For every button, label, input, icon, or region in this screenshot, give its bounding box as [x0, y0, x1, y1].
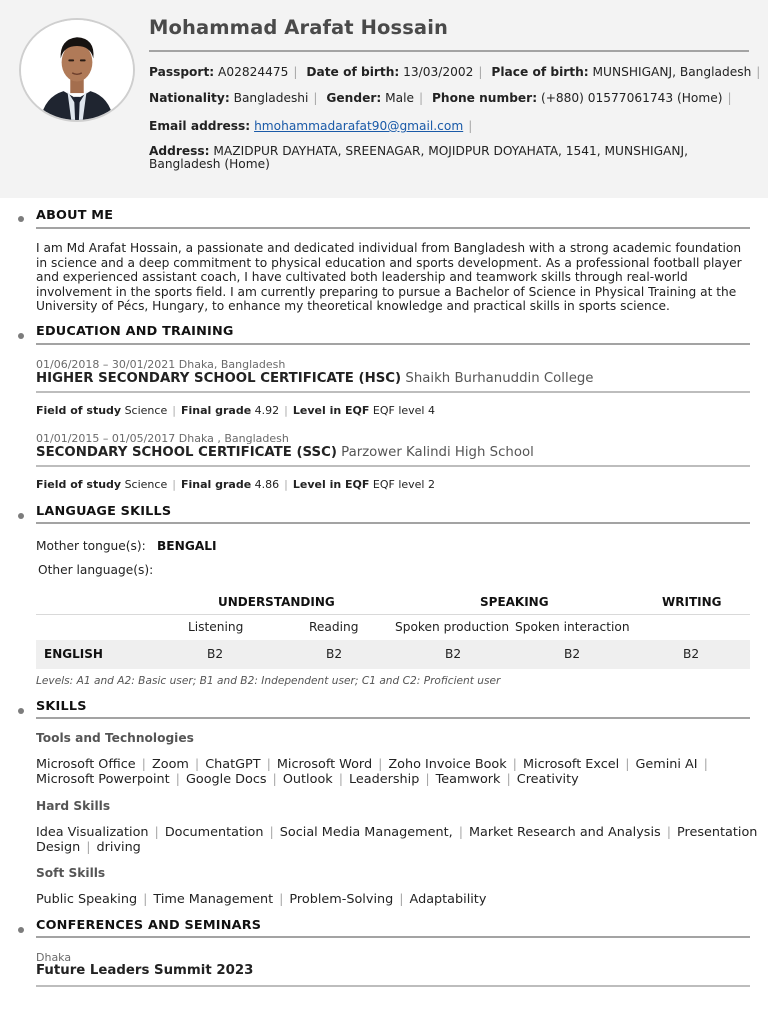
passport-label: Passport:	[149, 65, 215, 79]
education-title: EDUCATION AND TRAINING	[36, 324, 234, 339]
field-label: Field of study	[36, 478, 122, 491]
email-link[interactable]: hmohammadarafat90@gmail.com	[254, 119, 464, 133]
separator: |	[172, 404, 176, 417]
separator: |	[143, 892, 148, 907]
separator: |	[468, 119, 473, 133]
skills-title: SKILLS	[36, 699, 87, 714]
listening-header: Listening	[188, 620, 244, 634]
eqf-label: Level in EQF	[292, 404, 370, 417]
education-dates: 01/06/2018 – 30/01/2021 Dhaka, Bangladesh	[36, 358, 286, 371]
spoken-interaction-header: Spoken interaction	[515, 620, 630, 634]
about-title: ABOUT ME	[36, 208, 114, 223]
skill-group-title: Soft Skills	[36, 866, 106, 880]
personal-info-line-1	[149, 65, 765, 79]
spoken-production-header: Spoken production	[395, 620, 510, 634]
email-label: Email address:	[149, 119, 251, 133]
address-block	[149, 145, 709, 171]
field-value: Science	[124, 478, 168, 491]
conferences-divider	[36, 936, 750, 938]
name-divider	[149, 50, 749, 52]
skill-line	[36, 772, 579, 787]
personal-info-line-3	[149, 119, 477, 133]
skill-item: Microsoft Word	[276, 757, 373, 772]
skill-item: Teamwork	[435, 772, 501, 787]
spoken-production-level: B2	[445, 647, 462, 661]
skill-item: Adaptability	[409, 892, 487, 907]
skill-item: Outlook	[282, 772, 333, 787]
reading-level: B2	[326, 647, 343, 661]
skill-line	[36, 757, 714, 772]
education-entry-divider	[36, 391, 750, 393]
eqf-label: Level in EQF	[292, 478, 370, 491]
degree-name: HIGHER SECONDARY SCHOOL CERTIFICATE (HSC)	[36, 371, 402, 386]
degree-name: SECONDARY SCHOOL CERTIFICATE (SSC)	[36, 445, 337, 460]
grade-label: Final grade	[180, 478, 252, 491]
section-bullet	[18, 216, 24, 222]
skill-item: Market Research and Analysis	[469, 825, 661, 840]
dob-label: Date of birth:	[306, 65, 400, 79]
languages-title: LANGUAGE SKILLS	[36, 504, 172, 519]
profile-photo	[19, 18, 135, 122]
other-languages-label: Other language(s):	[38, 563, 154, 577]
section-bullet	[18, 708, 24, 714]
language-row	[36, 640, 750, 669]
separator: |	[293, 65, 298, 79]
phone-value: (+880) 01577061743 (Home)	[540, 91, 723, 105]
skill-item: Problem-Solving	[289, 892, 394, 907]
section-bullet	[18, 927, 24, 933]
skill-item: Documentation	[164, 825, 264, 840]
separator: |	[175, 772, 180, 787]
separator: |	[756, 65, 761, 79]
education-entry-title	[36, 445, 534, 460]
mother-tongue-label: Mother tongue(s):	[36, 539, 146, 553]
separator: |	[478, 65, 483, 79]
education-details	[36, 404, 435, 417]
pob-label: Place of birth:	[491, 65, 589, 79]
separator: |	[284, 404, 288, 417]
eqf-value: EQF level 4	[372, 404, 435, 417]
gender-value: Male	[385, 91, 414, 105]
reading-header: Reading	[309, 620, 359, 634]
conference-divider	[36, 985, 750, 987]
writing-header: WRITING	[662, 595, 722, 609]
skill-item: Leadership	[349, 772, 420, 787]
skill-item: Presentation	[677, 825, 758, 840]
address-label: Address:	[149, 144, 210, 158]
about-divider	[36, 227, 750, 229]
separator: |	[399, 892, 404, 907]
separator: |	[279, 892, 284, 907]
skill-item: Zoom	[151, 757, 189, 772]
writing-level: B2	[683, 647, 700, 661]
separator: |	[727, 91, 732, 105]
skill-item: Design	[36, 840, 81, 855]
pob-value: MUNSHIGANJ, Bangladesh	[592, 65, 752, 79]
address-value: MAZIDPUR DAYHATA, SREENAGAR, MOJIDPUR DOYAHATA, 1541, MUNSHIGANJ, Bangladesh (Home)	[149, 144, 688, 171]
school-name: Shaikh Burhanuddin College	[405, 371, 594, 386]
separator: |	[266, 757, 271, 772]
skill-item: Time Management	[153, 892, 274, 907]
education-entry-title	[36, 371, 594, 386]
separator: |	[418, 91, 424, 105]
mother-tongue-value: BENGALI	[157, 539, 217, 553]
nationality-label: Nationality:	[149, 91, 230, 105]
candidate-name: Mohammad Arafat Hossain	[149, 16, 448, 39]
skill-item: Microsoft Excel	[522, 757, 620, 772]
separator: |	[512, 757, 517, 772]
skill-group-title: Hard Skills	[36, 799, 111, 813]
skill-line	[36, 892, 486, 907]
separator: |	[172, 478, 176, 491]
about-text: I am Md Arafat Hossain, a passionate and dedicated individual from Bangladesh with a strong academic foundation in science and a deep commitment to physical education and sports development. As a professional football player and experienced assistant coach, I have cultivated both leadership and teamwork skills through real-world involvement in the sports field. I am currently preparing to pursue a Bachelor of Science in Physical Training at the University of Pécs, Hungary, to enhance my theoretical knowledge and practical skills in sports science.	[36, 241, 742, 314]
education-divider	[36, 343, 750, 345]
separator: |	[141, 757, 146, 772]
conference-title: Future Leaders Summit 2023	[36, 963, 254, 978]
field-value: Science	[124, 404, 168, 417]
levels-note: Levels: A1 and A2: Basic user; B1 and B2: Independent user; C1 and C2: Proficient user	[36, 675, 501, 687]
skill-item: Social Media Management,	[279, 825, 453, 840]
section-bullet	[18, 333, 24, 339]
skill-item: Microsoft Powerpoint	[36, 772, 170, 787]
separator: |	[272, 772, 277, 787]
separator: |	[269, 825, 274, 840]
languages-divider	[36, 522, 750, 524]
profile-photo-image	[21, 20, 133, 120]
listening-level: B2	[207, 647, 224, 661]
grade-value: 4.92	[254, 404, 280, 417]
separator: |	[625, 757, 630, 772]
separator: |	[458, 825, 463, 840]
education-dates: 01/01/2015 – 01/05/2017 Dhaka , Bangladesh	[36, 432, 289, 445]
skill-item: driving	[96, 840, 141, 855]
skill-item: Zoho Invoice Book	[388, 757, 507, 772]
grade-label: Final grade	[180, 404, 252, 417]
spoken-interaction-level: B2	[564, 647, 581, 661]
separator: |	[506, 772, 511, 787]
skill-item: ChatGPT	[205, 757, 261, 772]
separator: |	[378, 757, 383, 772]
understanding-header: UNDERSTANDING	[218, 595, 335, 609]
eqf-value: EQF level 2	[372, 478, 435, 491]
separator: |	[703, 757, 708, 772]
skill-line	[36, 840, 141, 855]
skill-item: Idea Visualization	[36, 825, 149, 840]
education-entry-divider	[36, 465, 750, 467]
skills-divider	[36, 717, 750, 719]
field-label: Field of study	[36, 404, 122, 417]
separator: |	[338, 772, 343, 787]
separator: |	[194, 757, 200, 772]
section-bullet	[18, 513, 24, 519]
separator: |	[313, 91, 318, 105]
nationality-value: Bangladeshi	[233, 91, 309, 105]
language-name: ENGLISH	[44, 647, 103, 661]
speaking-header: SPEAKING	[480, 595, 549, 609]
skill-item: Gemini AI	[635, 757, 698, 772]
conferences-title: CONFERENCES AND SEMINARS	[36, 918, 262, 933]
skill-item: Google Docs	[185, 772, 267, 787]
skill-item: Public Speaking	[36, 892, 138, 907]
skill-item: Microsoft Office	[36, 757, 136, 772]
separator: |	[86, 840, 91, 855]
education-details	[36, 478, 435, 491]
skill-group-title: Tools and Technologies	[36, 731, 194, 745]
separator: |	[154, 825, 159, 840]
gender-label: Gender:	[326, 91, 382, 105]
header	[0, 0, 768, 198]
separator: |	[425, 772, 430, 787]
school-name: Parzower Kalindi High School	[341, 445, 534, 460]
conference-location: Dhaka	[36, 951, 72, 964]
phone-label: Phone number:	[431, 91, 538, 105]
personal-info-line-2	[149, 91, 737, 105]
skill-line	[36, 825, 757, 840]
language-table-divider	[36, 614, 750, 615]
separator: |	[284, 478, 288, 491]
passport-value: A02824475	[218, 65, 289, 79]
grade-value: 4.86	[254, 478, 280, 491]
dob-value: 13/03/2002	[403, 65, 474, 79]
skill-item: Creativity	[516, 772, 579, 787]
separator: |	[666, 825, 672, 840]
